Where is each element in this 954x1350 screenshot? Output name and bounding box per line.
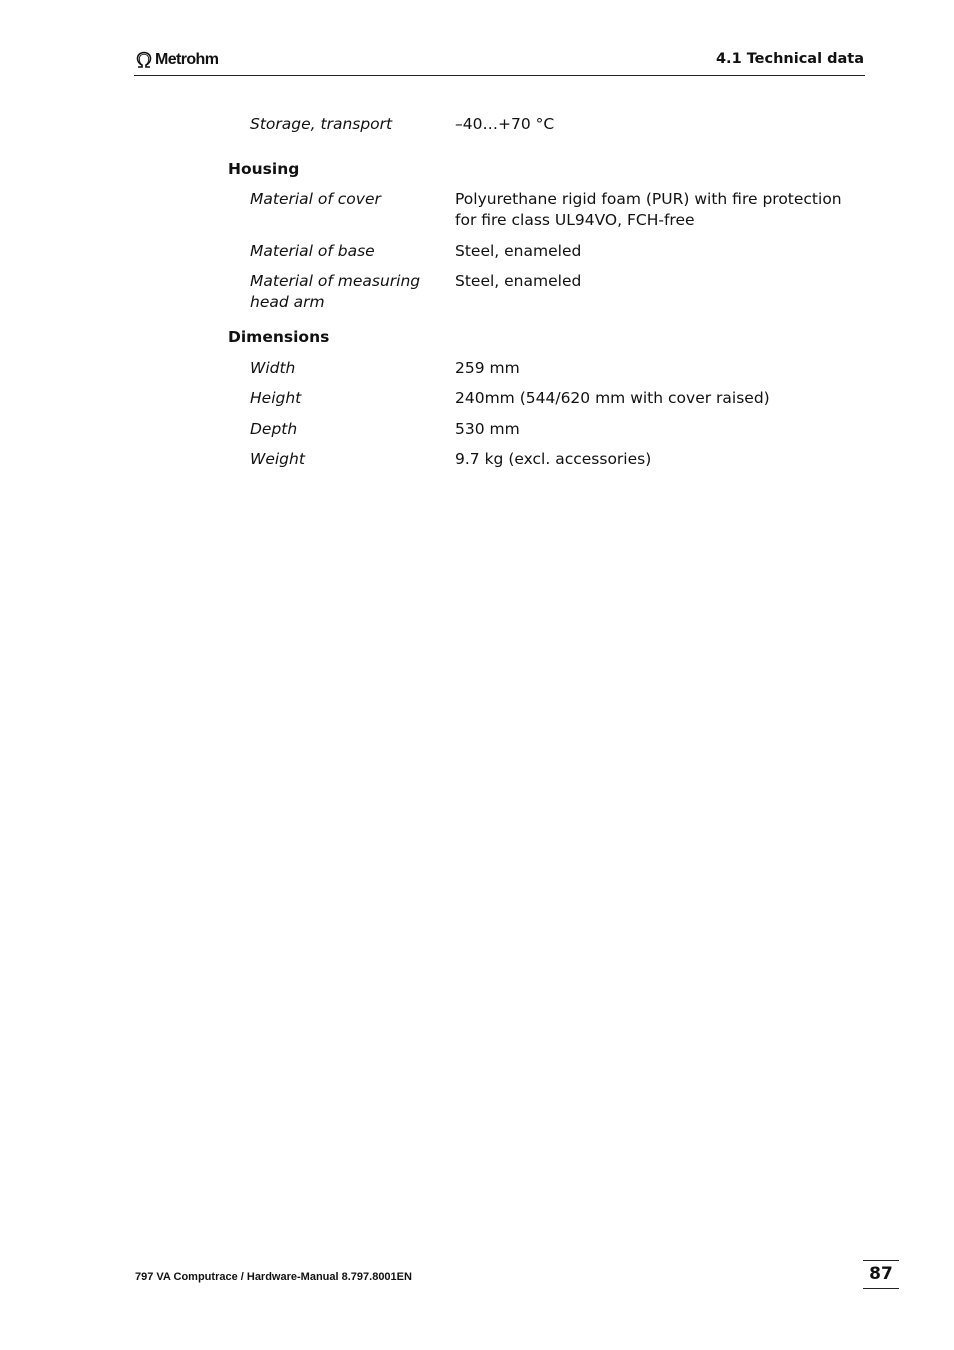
spec-label: Material of measuring head arm [250, 272, 421, 311]
page-number: 87 [869, 1264, 893, 1284]
spec-label: Height [250, 389, 302, 407]
spec-label: Material of cover [250, 190, 381, 208]
spec-value: 240mm (544/620 mm with cover raised) [455, 389, 770, 407]
dimensions-heading: Dimensions [228, 328, 330, 346]
page-header [134, 48, 865, 76]
spec-value: Polyurethane rigid foam (PUR) with fire protection for fire class UL94VO, FCH-free [455, 190, 842, 229]
spec-value: Steel, enameled [455, 242, 582, 260]
spec-label: Weight [250, 450, 305, 468]
spec-value: 259 mm [455, 359, 520, 377]
spec-value: Steel, enameled [455, 272, 582, 290]
brand-logo [134, 49, 218, 71]
spec-value: –40…+70 °C [455, 115, 555, 133]
brand-name: Metrohm [155, 51, 219, 68]
omega-logo-icon [134, 50, 154, 70]
spec-label: Material of base [250, 242, 375, 260]
spec-label: Depth [250, 420, 298, 438]
page-number-box [863, 1260, 899, 1289]
spec-value: 9.7 kg (excl. accessories) [455, 450, 652, 468]
housing-heading: Housing [228, 160, 300, 178]
footer-manual-reference: 797 VA Computrace / Hardware-Manual 8.797.8001EN [135, 1271, 412, 1283]
section-title: 4.1 Technical data [715, 51, 864, 67]
spec-label: Storage, transport [250, 115, 393, 133]
spec-label: Width [250, 359, 296, 377]
spec-value: 530 mm [455, 420, 520, 438]
